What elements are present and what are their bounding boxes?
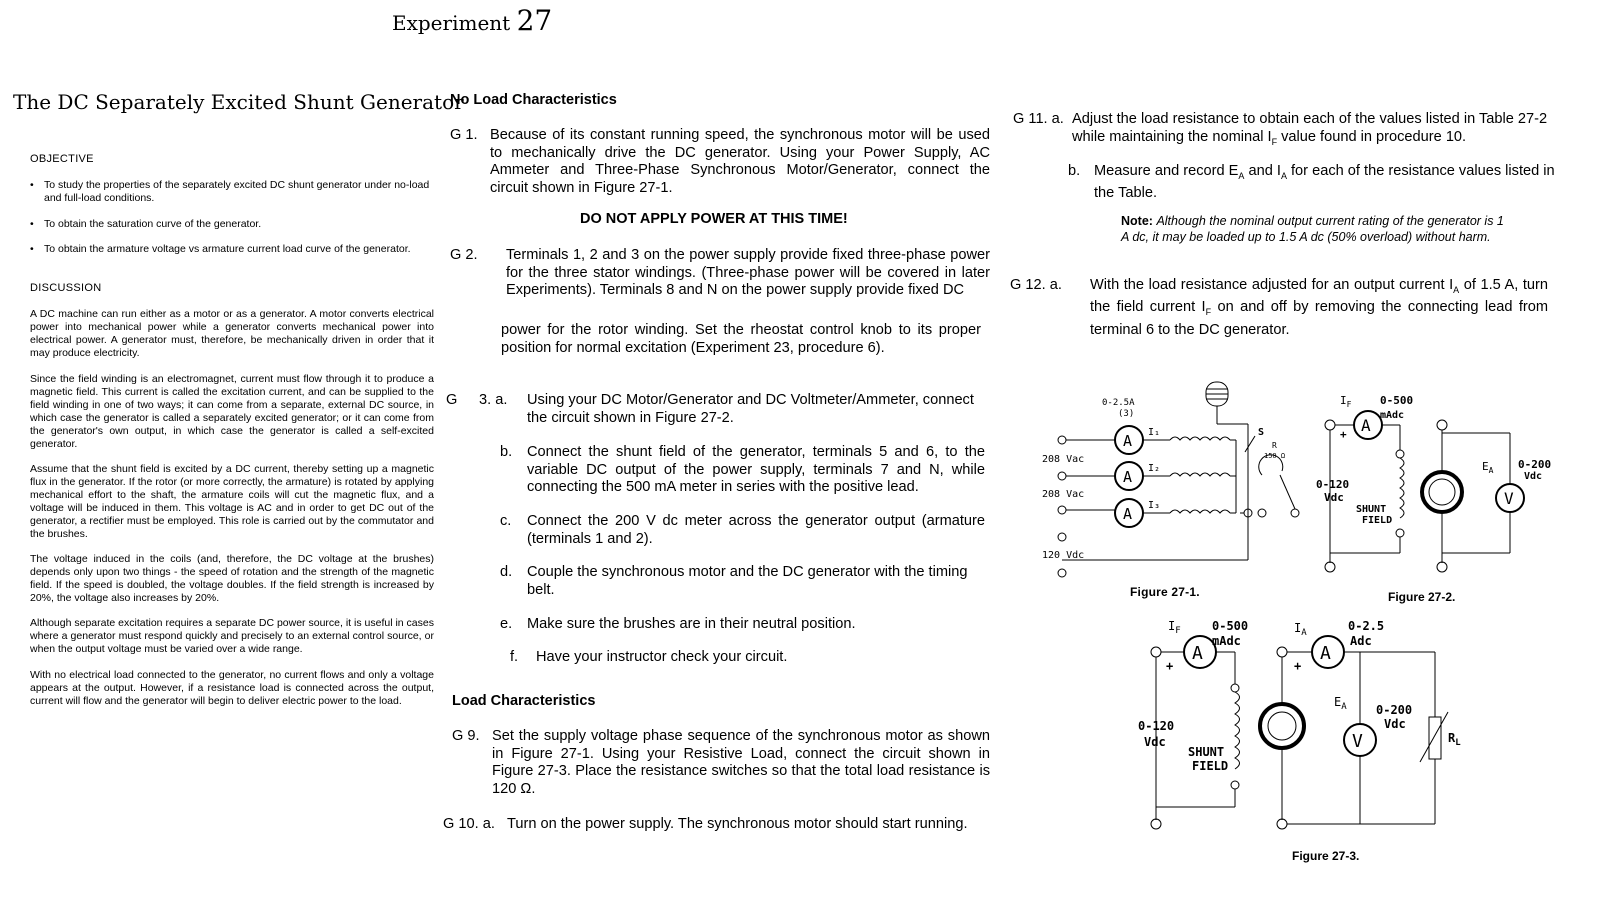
subscript: A	[1280, 170, 1287, 181]
step-text: Set the supply voltage phase sequence of the synchronous motor as shown in Figure 27-1. Using your Resistive Load, connect the circuit shown in Figure 27-3. Place the resistance switches so that the total load resistance is 120 Ω.	[492, 728, 990, 797]
discussion-paragraph: With no electrical load connected to the generator, no current flows and only a voltage appears at the output. However, if a resistance load is connected across the output, current will flow and the generator will begin to deliver electric power to the load.	[30, 669, 434, 707]
ma-units: mAdc	[1380, 410, 1405, 421]
step-text: Make sure the brushes are in their neutral position.	[527, 616, 856, 632]
load-label: $R_L$	[1448, 731, 1461, 748]
step-number: G 12. a.	[1010, 277, 1062, 293]
voltmeter-letter: V	[1504, 489, 1514, 508]
step-number: G 9.	[452, 728, 480, 744]
objective-text: To obtain the armature voltage vs armature current load curve of the generator.	[44, 243, 411, 255]
step-text-part: for each of the resistance values listed in the Table.	[1094, 163, 1555, 202]
plus-sign: +	[1166, 659, 1174, 673]
armature-voltage-label: $E_A$	[1482, 460, 1494, 475]
armature-current-label: $I_A$	[1294, 621, 1307, 638]
step-label: b.	[1068, 163, 1081, 179]
figure-caption: Figure 27-3.	[1292, 849, 1360, 863]
armature	[1422, 472, 1462, 512]
step-text	[1090, 277, 1548, 339]
plus-sign: +	[1340, 428, 1347, 441]
terminal	[1058, 569, 1066, 577]
current-label: I₁	[1148, 427, 1161, 438]
terminal	[1231, 684, 1239, 692]
subscript: A	[1453, 284, 1460, 295]
ma-range: 0-500	[1212, 619, 1249, 633]
v-units: Vdc	[1524, 471, 1543, 482]
objective-item: • To study the properties of the separately excited DC shunt generator under no-load and full-load conditions.	[30, 179, 440, 205]
terminal	[1058, 506, 1066, 514]
terminal	[1277, 647, 1287, 657]
step-text-part: of 1.5 A, turn the field current I	[1090, 277, 1548, 316]
experiment-word: Experiment	[392, 11, 511, 35]
field-label: SHUNT	[1356, 504, 1387, 515]
supply-units: Vdc	[1324, 491, 1344, 504]
supply-units: Vdc	[1144, 735, 1166, 749]
discussion-heading: DISCUSSION	[30, 282, 102, 294]
step-g1	[450, 127, 995, 197]
a-units: Adc	[1350, 634, 1372, 648]
step-number: G 10. a.	[443, 816, 495, 832]
terminal	[1325, 420, 1335, 430]
terminal	[1231, 781, 1239, 789]
ma-range: 0-500	[1380, 394, 1414, 407]
subscript: F	[1205, 307, 1212, 318]
figure-caption: Figure 27-1.	[1130, 585, 1200, 599]
step-text: Using your DC Motor/Generator and DC Voltmeter/Ammeter, connect the circuit shown in Figure 27-2.	[527, 392, 974, 426]
discussion-paragraph: Assume that the shunt field is excited by a DC current, thereby setting up a magnetic flux in the generator. If the rotor (or more correctly, the armature) is rotated by applying mechanical effort to the shaft, the armature coils will cut the magnetic flux, and a voltage will be induced in them. This voltage is AC and in order to get DC out of the generator, a rectifier must be employed. This role is carried out by the commutator and the brushes.	[30, 463, 434, 540]
ammeter-letter: A	[1123, 505, 1133, 523]
step-text: Connect the 200 V dc meter across the generator output (armature (terminals 1 and 2).	[527, 513, 985, 547]
step-text-part: and I	[1244, 163, 1281, 179]
page-title: The DC Separately Excited Shunt Generator	[13, 90, 464, 114]
load-resistor	[1429, 717, 1441, 759]
terminal	[1058, 472, 1066, 480]
step-number: G 2.	[450, 247, 478, 263]
step-text: Have your instructor check your circuit.	[536, 649, 788, 665]
step-text	[1072, 111, 1554, 151]
field-label: FIELD	[1192, 759, 1229, 773]
plus-sign: +	[1294, 659, 1302, 673]
switch-label: S	[1258, 427, 1265, 438]
ammeter-units: (3)	[1118, 409, 1135, 419]
ammeter-letter: A	[1192, 643, 1203, 664]
step-text-part: on and off by removing the connecting lead from terminal 6 to the DC generator.	[1090, 299, 1549, 338]
ammeter-range: 0-2.5A	[1102, 398, 1135, 408]
step-number: G 1.	[450, 127, 478, 143]
field-current-label: $I_F$	[1340, 394, 1352, 409]
field-current-label: $I_F$	[1168, 619, 1181, 636]
objective-item: • To obtain the saturation curve of the generator.	[30, 218, 440, 231]
step-text: Turn on the power supply. The synchronous motor should start running.	[507, 816, 968, 832]
discussion-paragraph: Since the field winding is an electromagnet, current must flow through it to produce a magnetic field. This current is called the excitation current, and can be supplied to the field winding in one of two ways; it can come from a separate, external DC source, in which case the generator is called a separately excited generator; or it can come from the generator's own output, in which case the generator is called a self-excited generator.	[30, 373, 434, 450]
objective-text: To study the properties of the separately excited DC shunt generator under no-load and full-load conditions.	[44, 179, 430, 204]
step-number: 3. a.	[479, 392, 508, 408]
field-label: FIELD	[1362, 515, 1393, 526]
current-label: I₂	[1148, 463, 1161, 474]
step-text	[1094, 163, 1558, 203]
supply-range: 0-120	[1316, 478, 1350, 491]
step-marker: G	[446, 392, 458, 408]
figure-27-1	[1040, 380, 1300, 600]
terminal	[1151, 819, 1161, 829]
step-text: Connect the shunt field of the generator, terminals 5 and 6, to the variable DC output of the power supply, terminals 7 and N, while connecting the 500 mA meter in series with the positive lead.	[527, 444, 985, 495]
note	[1121, 214, 1513, 245]
discussion-paragraph: A DC machine can run either as a motor or as a generator. A motor converts electrical power into mechanical power while a generator converts mechanical power into electrical power. A generator must, therefore, be mechanically driven in order that it may produce electricity.	[30, 308, 434, 359]
figure-27-2	[1310, 388, 1600, 608]
warning-text: DO NOT APPLY POWER AT THIS TIME!	[580, 211, 848, 227]
voltmeter-letter: V	[1352, 731, 1363, 752]
voltage-label: 120 Vdc	[1042, 550, 1085, 561]
armature-voltage-label: $E_A$	[1334, 695, 1347, 712]
current-label: I₃	[1148, 500, 1161, 511]
load-heading: Load Characteristics	[452, 693, 596, 709]
step-text-part: Measure and record E	[1094, 163, 1239, 179]
terminal	[1437, 420, 1447, 430]
step-label: f.	[510, 649, 519, 665]
ammeter-letter: A	[1123, 432, 1133, 450]
ma-units: mAdc	[1212, 634, 1241, 648]
step-label: b.	[500, 444, 513, 460]
step-text: Couple the synchronous motor and the DC generator with the timing belt.	[527, 564, 968, 598]
figure-27-3	[1130, 612, 1470, 872]
ammeter-letter: A	[1361, 416, 1371, 435]
figure-caption: Figure 27-2.	[1388, 590, 1456, 604]
step-label: c.	[500, 513, 512, 529]
a-range: 0-2.5	[1348, 619, 1385, 633]
ammeter-letter: A	[1320, 643, 1331, 664]
terminal	[1437, 562, 1447, 572]
step-text-part: Adjust the load resistance to obtain each of the values listed in Table 27-2 while maintaining the nominal I	[1072, 111, 1548, 145]
terminal	[1325, 562, 1335, 572]
voltage-label: 208 Vac	[1042, 454, 1085, 465]
supply-range: 0-120	[1138, 719, 1175, 733]
terminal	[1396, 450, 1404, 458]
rheostat-value: 150 Ω	[1264, 452, 1286, 460]
step-label: d.	[500, 564, 513, 580]
step-number: G 11. a.	[1013, 111, 1064, 127]
rheostat-label: R	[1272, 441, 1277, 450]
step-text: Terminals 1, 2 and 3 on the power supply provide fixed three-phase power for the three stator windings. (Three-phase power will be covered in later Experiments). Terminals 8 and N on the power supply provide fixed DC	[506, 247, 990, 298]
step-g2-continued: power for the rotor winding. Set the rheostat control knob to its proper position for normal excitation (Experiment 23, procedure 6).	[501, 322, 981, 356]
experiment-number: 27	[516, 4, 553, 37]
terminal	[1058, 436, 1066, 444]
note-text: Although the nominal output current rating of the generator is 1 A dc, it may be loaded up to 1.5 A dc (50% overload) without harm.	[1121, 214, 1504, 244]
terminal	[1396, 529, 1404, 537]
terminal	[1151, 647, 1161, 657]
discussion-paragraph: Although separate excitation requires a separate DC power source, it is useful in cases where a generator must respond quickly and precisely to an external control source, or when the output voltage must be varied over a wide range.	[30, 617, 434, 655]
ammeter-letter: A	[1123, 468, 1133, 486]
voltage-label: 208 Vac	[1042, 489, 1085, 500]
shunt-field-coil	[1235, 692, 1240, 769]
terminal	[1058, 533, 1066, 541]
v-range: 0-200	[1376, 703, 1413, 717]
step-text: Because of its constant running speed, the synchronous motor will be used to mechanically drive the DC generator. Using your Power Supply, AC Ammeter and Three-Phase Synchronous Motor/Generator, connect the circuit shown in Figure 27-1.	[490, 127, 990, 196]
shunt-field-coil	[1400, 458, 1404, 518]
discussion-paragraph: The voltage induced in the coils (and, therefore, the DC voltage at the brushes) depends only upon two things - the speed of rotation and the strength of the magnetic field. If the speed is doubled, the voltage doubles. If the field strength is increased by 20%, the voltage also increases by 20%.	[30, 553, 434, 604]
step-text-part: With the load resistance adjusted for an output current I	[1090, 277, 1454, 293]
page-header	[392, 4, 552, 37]
objective-text: To obtain the saturation curve of the generator.	[44, 218, 262, 230]
subscript: F	[1271, 136, 1278, 147]
terminal	[1277, 819, 1287, 829]
no-load-heading: No Load Characteristics	[450, 92, 617, 108]
armature	[1260, 704, 1304, 748]
step-text-part: value found in procedure 10.	[1277, 128, 1467, 145]
v-range: 0-200	[1518, 458, 1552, 471]
note-label: Note:	[1121, 214, 1153, 228]
objective-heading: OBJECTIVE	[30, 153, 94, 165]
field-label: SHUNT	[1188, 745, 1225, 759]
step-label: e.	[500, 616, 513, 632]
v-units: Vdc	[1384, 717, 1406, 731]
objective-item: • To obtain the armature voltage vs armature current load curve of the generator.	[30, 243, 440, 256]
subscript: A	[1238, 170, 1245, 181]
